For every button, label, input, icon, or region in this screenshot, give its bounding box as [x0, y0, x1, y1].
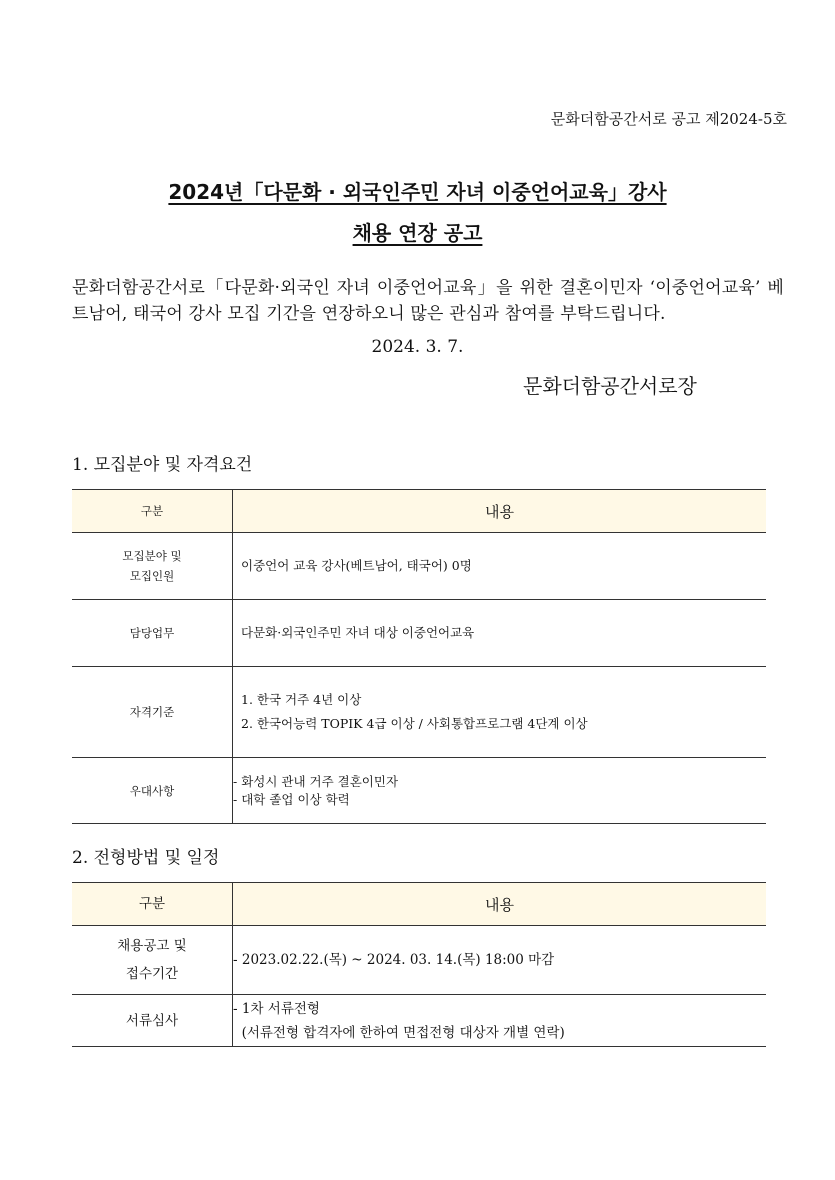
table-row — [72, 926, 766, 995]
row-content — [233, 926, 767, 995]
table-row — [72, 758, 766, 824]
section-2-heading: 2. 전형방법 및 일정 — [72, 848, 220, 868]
row-content — [233, 600, 767, 667]
qualification-table — [72, 489, 766, 824]
table-row — [72, 600, 766, 667]
label-line: 담당업무 — [129, 626, 175, 640]
schedule-table — [72, 882, 766, 1047]
row-label — [72, 600, 233, 667]
header-category: 구분 — [72, 490, 233, 533]
label-line: 우대사항 — [129, 783, 175, 798]
row-label — [72, 995, 233, 1047]
content-line: 이중언어 교육 강사(베트남어, 태국어) 0명 — [241, 558, 472, 573]
content-line: 1. 한국 거주 4년 이상 — [241, 692, 362, 707]
organization-name: 문화더함공간서로장 — [523, 374, 697, 398]
row-content — [233, 667, 767, 758]
header-category: 구분 — [72, 883, 233, 926]
header-content: 내용 — [233, 490, 767, 533]
label-line: 자격기준 — [129, 705, 175, 719]
header-content: 내용 — [233, 883, 767, 926]
content-line: 다문화·외국인주민 자녀 대상 이중언어교육 — [241, 625, 475, 640]
title-line-1: 2024년「다문화 · 외국인주민 자녀 이중언어교육」강사 — [168, 180, 667, 204]
announcement-date: 2024. 3. 7. — [371, 337, 464, 357]
content-line: 2. 한국어능력 TOPIK 4급 이상 / 사회통합프로그램 4단계 이상 — [241, 716, 588, 731]
notice-number: 문화더함공간서로 공고 제2024-5호 — [550, 110, 787, 128]
row-label — [72, 758, 233, 824]
table-header-row — [72, 490, 766, 533]
row-label — [72, 533, 233, 600]
section-1-heading: 1. 모집분야 및 자격요건 — [72, 455, 253, 475]
content-line: - 대학 졸업 이상 학력 — [233, 791, 350, 807]
label-line: 모집분야 및 — [122, 549, 182, 563]
label-line: 접수기간 — [125, 966, 179, 982]
title-line-2: 채용 연장 공고 — [352, 221, 483, 245]
row-label — [72, 926, 233, 995]
table-row — [72, 995, 766, 1047]
label-line: 모집인원 — [129, 569, 175, 583]
content-line: - 화성시 관내 거주 결혼이민자 — [233, 773, 399, 789]
row-content — [233, 758, 767, 824]
content-line: - 2023.02.22.(목) ~ 2024. 03. 14.(목) 18:00 마감 — [233, 952, 555, 968]
row-label — [72, 667, 233, 758]
content-line: (서류전형 합격자에 한하여 면접전형 대상자 개별 연락) — [233, 1024, 565, 1041]
table-header-row — [72, 883, 766, 926]
table-row — [72, 667, 766, 758]
content-line: - 1차 서류전형 — [233, 1000, 320, 1017]
label-line: 서류심사 — [125, 1012, 179, 1029]
row-content — [233, 995, 767, 1047]
table-row — [72, 533, 766, 600]
row-content — [233, 533, 767, 600]
label-line: 채용공고 및 — [117, 938, 187, 954]
intro-paragraph: 문화더함공간서로「다문화·외국인 자녀 이중언어교육」을 위한 결혼이민자 ‘이중언어교육’ 베트남어, 태국어 강사 모집 기간을 연장하오니 많은 관심과 참여를 부탁드립니다. — [72, 278, 784, 324]
